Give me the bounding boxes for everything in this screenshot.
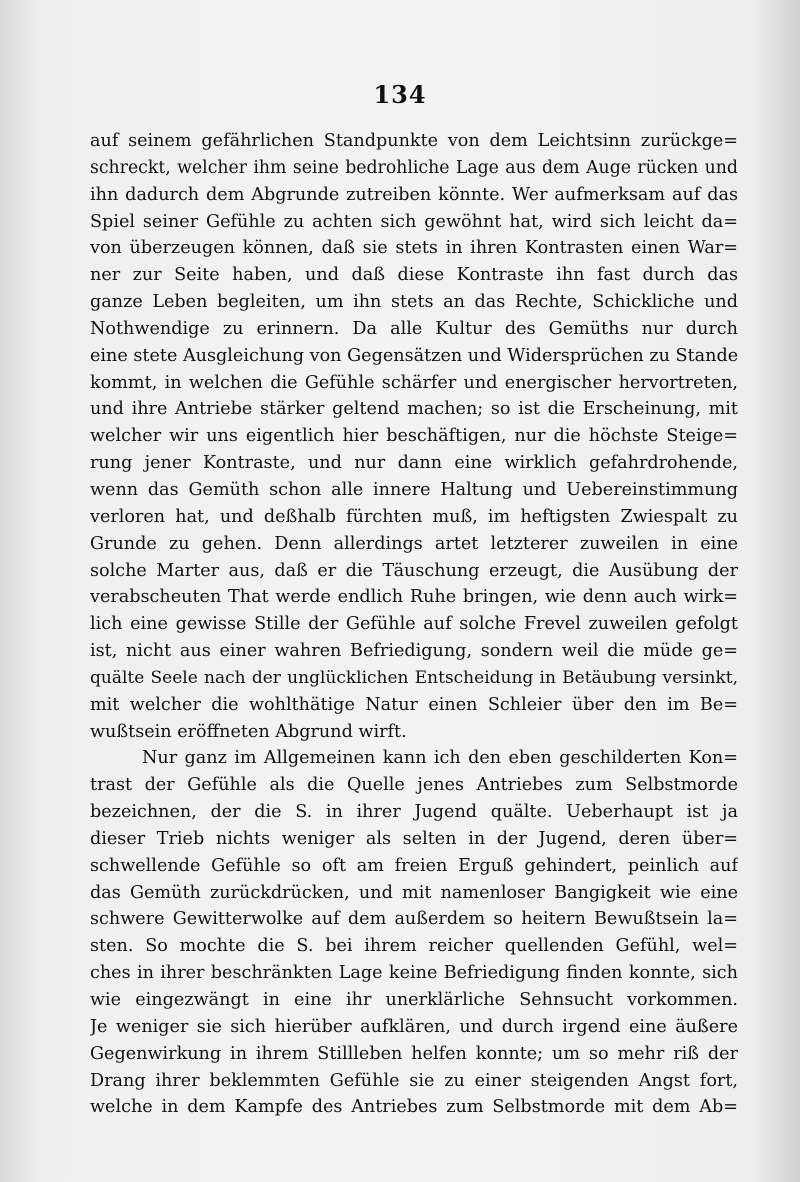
text-line: schreckt, welcher ihm seine bedrohliche Lage aus dem Auge rücken und	[90, 157, 738, 178]
text-line: welcher wir uns eigentlich hier beschäftigen, nur die höchste Steige=	[90, 426, 738, 447]
text-line: auf seinem gefährlichen Standpunkte von dem Leichtsinn zurückge=	[90, 131, 738, 151]
text-line: kommt, in welchen die Gefühle schärfer und energischer hervortreten,	[90, 372, 738, 393]
text-line: welche in dem Kampfe des Antriebes zum Selbstmorde mit dem Ab=	[90, 1097, 738, 1118]
text-line: rung jener Kontraste, und nur dann eine wirklich gefahrdrohende,	[90, 453, 738, 474]
text-line: sten. So mochte die S. bei ihrem reicher quellenden Gefühl, wel=	[90, 936, 738, 957]
text-line: verloren hat, und deßhalb fürchten muß, im heftigsten Zwiespalt zu	[90, 506, 738, 527]
text-line: das Gemüth zurückdrücken, und mit namenloser Bangigkeit wie eine	[90, 882, 738, 903]
text-line: Nur ganz im Allgemeinen kann ich den eben geschilderten Kon=	[142, 748, 738, 769]
body-text	[90, 128, 738, 1121]
text-line: verabscheuten That werde endlich Ruhe bringen, wie denn auch wirk=	[90, 587, 738, 608]
text-line: Je weniger sie sich hierüber aufklären, und durch irgend eine äußere	[90, 1016, 738, 1037]
page-number: 134	[373, 80, 427, 109]
text-line: ganze Leben begleiten, um ihn stets an das Rechte, Schickliche und	[90, 292, 738, 313]
text-line: Nothwendige zu erinnern. Da alle Kultur des Gemüths nur durch	[90, 318, 738, 339]
text-line: wenn das Gemüth schon alle innere Haltung und Uebereinstimmung	[90, 479, 738, 500]
text-line: Gegenwirkung in ihrem Stillleben helfen konnte; um so mehr riß der	[90, 1043, 738, 1064]
text-line: solche Marter aus, daß er die Täuschung erzeugt, die Ausübung der	[90, 560, 738, 581]
text-line: bezeichnen, der die S. in ihrer Jugend quälte. Ueberhaupt ist ja	[90, 802, 738, 823]
text-line: Drang ihrer beklemmten Gefühle sie zu einer steigenden Angst fort,	[90, 1070, 738, 1091]
text-line: wußtsein eröffneten Abgrund wirft.	[90, 721, 407, 742]
text-line: ches in ihrer beschränkten Lage keine Befriedigung finden konnte, sich	[90, 963, 738, 984]
text-line: schwere Gewitterwolke auf dem außerdem so heitern Bewußtsein la=	[90, 909, 738, 930]
text-line: quälte Seele nach der unglücklichen Entscheidung in Betäubung versinkt,	[90, 667, 738, 688]
text-line: und ihre Antriebe stärker geltend machen; so ist die Erscheinung, mit	[90, 399, 738, 420]
text-line: von überzeugen können, daß sie stets in ihren Kontrasten einen War=	[90, 238, 738, 259]
text-line: dieser Trieb nichts weniger als selten in der Jugend, deren über=	[90, 828, 738, 849]
text-line: schwellende Gefühle so oft am freien Erguß gehindert, peinlich auf	[90, 855, 738, 876]
text-line: Spiel seiner Gefühle zu achten sich gewöhnt hat, wird sich leicht da=	[90, 211, 738, 232]
text-line: mit welcher die wohlthätige Natur einen Schleier über den im Be=	[90, 694, 738, 715]
text-line: eine stete Ausgleichung von Gegensätzen und Widersprüchen zu Stande	[90, 345, 738, 366]
text-line: ist, nicht aus einer wahren Befriedigung, sondern weil die müde ge=	[90, 641, 738, 662]
text-line: Grunde zu gehen. Denn allerdings artet letzterer zuweilen in eine	[90, 533, 738, 554]
text-line: wie eingezwängt in eine ihr unerklärliche Sehnsucht vorkommen.	[90, 990, 738, 1010]
text-line: trast der Gefühle als die Quelle jenes Antriebes zum Selbstmorde	[90, 775, 738, 796]
text-line: ner zur Seite haben, und daß diese Kontraste ihn fast durch das	[90, 265, 738, 286]
text-line: lich eine gewisse Stille der Gefühle auf solche Frevel zuweilen gefolgt	[90, 614, 738, 635]
text-line: ihn dadurch dem Abgrunde zutreiben könnte. Wer aufmerksam auf das	[90, 184, 738, 205]
